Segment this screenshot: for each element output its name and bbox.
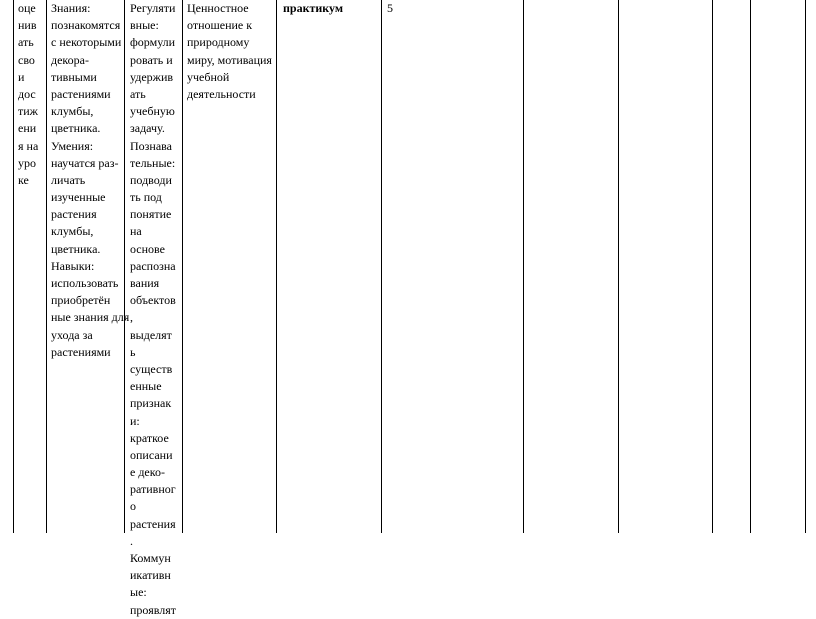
text-line: Коммун	[130, 551, 171, 565]
table-border-11	[805, 0, 806, 533]
text-line: с некоторыми	[51, 35, 122, 50]
table-border-3	[124, 0, 125, 533]
text-line: описани	[130, 447, 173, 462]
text-line: Знания:	[51, 1, 91, 15]
text-line: распозна	[130, 258, 176, 273]
text-line: проявлят	[130, 602, 176, 617]
cell-number	[387, 0, 427, 17]
text-line: енные	[130, 379, 162, 394]
table-border-9	[712, 0, 713, 533]
text-line: удержив	[130, 69, 174, 84]
text-line: познакомятся	[51, 18, 121, 33]
text-line: растения	[130, 516, 176, 531]
text-line: отношение к	[187, 18, 253, 33]
text-line: основе	[130, 241, 165, 256]
text-line: природному	[187, 35, 250, 50]
table-border-10	[750, 0, 751, 533]
text-line: растениями	[51, 344, 111, 359]
text-line: цветника.	[51, 121, 101, 136]
table-border-6	[381, 0, 382, 533]
text-line: вные:	[130, 18, 159, 33]
text-line: Познава	[130, 138, 172, 153]
cell-assessment	[18, 0, 44, 189]
cell-lesson-type	[283, 0, 377, 17]
table-border-1	[13, 0, 14, 533]
text-line: Навыки:	[51, 258, 95, 273]
text-line: Ценностное	[187, 1, 249, 15]
text-line: оце	[18, 1, 36, 15]
text-line: понятие	[130, 207, 172, 222]
text-line: краткое	[130, 430, 169, 445]
text-line: о	[130, 499, 136, 514]
text-line: использовать	[51, 276, 119, 290]
text-line: тельные:	[130, 155, 176, 170]
text-line: ть под	[130, 190, 162, 205]
text-line: научатся раз-	[51, 155, 119, 170]
text-line: ать	[130, 86, 146, 101]
text-line: личать	[51, 172, 86, 187]
text-line: учебной	[187, 69, 230, 84]
text-line: .	[130, 533, 133, 548]
text-line: практикум	[283, 1, 344, 15]
text-line: миру, мотивация	[187, 52, 272, 67]
text-line: ухода за	[51, 327, 93, 342]
text-line: растения	[51, 207, 97, 222]
cell-knowledge-skills	[51, 0, 130, 361]
text-line: дос	[18, 86, 36, 101]
text-line: клумбы,	[51, 224, 94, 239]
text-line: уро	[18, 155, 36, 170]
text-line: Умения:	[51, 138, 94, 153]
text-line: икативн	[130, 568, 171, 583]
text-line: изученные	[51, 190, 106, 205]
text-line: признак	[130, 396, 172, 411]
text-line: нив	[18, 18, 37, 33]
text-line: тиж	[18, 104, 38, 119]
text-line: на	[130, 224, 142, 239]
text-line: ке	[18, 172, 29, 187]
table-border-8	[618, 0, 619, 533]
text-line: и:	[130, 413, 140, 428]
text-line: клумбы,	[51, 104, 94, 119]
text-line: учебную	[130, 104, 175, 119]
text-line: подводи	[130, 172, 172, 187]
text-line: вания	[130, 276, 160, 290]
table-border-4	[182, 0, 183, 533]
text-line: декора-	[51, 52, 89, 67]
text-line: выделят	[130, 327, 172, 342]
text-line: и	[18, 69, 25, 84]
text-line: ые:	[130, 585, 147, 600]
text-line: я на	[18, 138, 39, 153]
cell-learning-actions	[130, 0, 180, 619]
table-border-5	[276, 0, 277, 533]
text-line: тивными	[51, 69, 97, 84]
text-line: цветника.	[51, 241, 101, 256]
cell-personal-results	[187, 0, 273, 103]
text-line: ать	[18, 35, 34, 50]
table-border-7	[523, 0, 524, 533]
text-line: существ	[130, 361, 173, 376]
text-line: 5	[387, 1, 393, 15]
text-line: ь	[130, 344, 136, 359]
text-line: задачу.	[130, 121, 165, 136]
table-border-2	[46, 0, 47, 533]
text-line: Регуляти	[130, 1, 176, 15]
text-line: ,	[130, 310, 133, 325]
text-line: ные знания для	[51, 310, 130, 325]
text-line: ративног	[130, 482, 176, 497]
text-line: формули	[130, 35, 176, 50]
text-line: деятельности	[187, 86, 256, 101]
text-line: растениями	[51, 86, 111, 101]
text-line: приобретён	[51, 293, 111, 308]
text-line: ени	[18, 121, 37, 136]
text-line: объектов	[130, 293, 176, 308]
text-line: сво	[18, 52, 35, 67]
text-line: ровать и	[130, 52, 173, 67]
text-line: е деко-	[130, 465, 165, 480]
